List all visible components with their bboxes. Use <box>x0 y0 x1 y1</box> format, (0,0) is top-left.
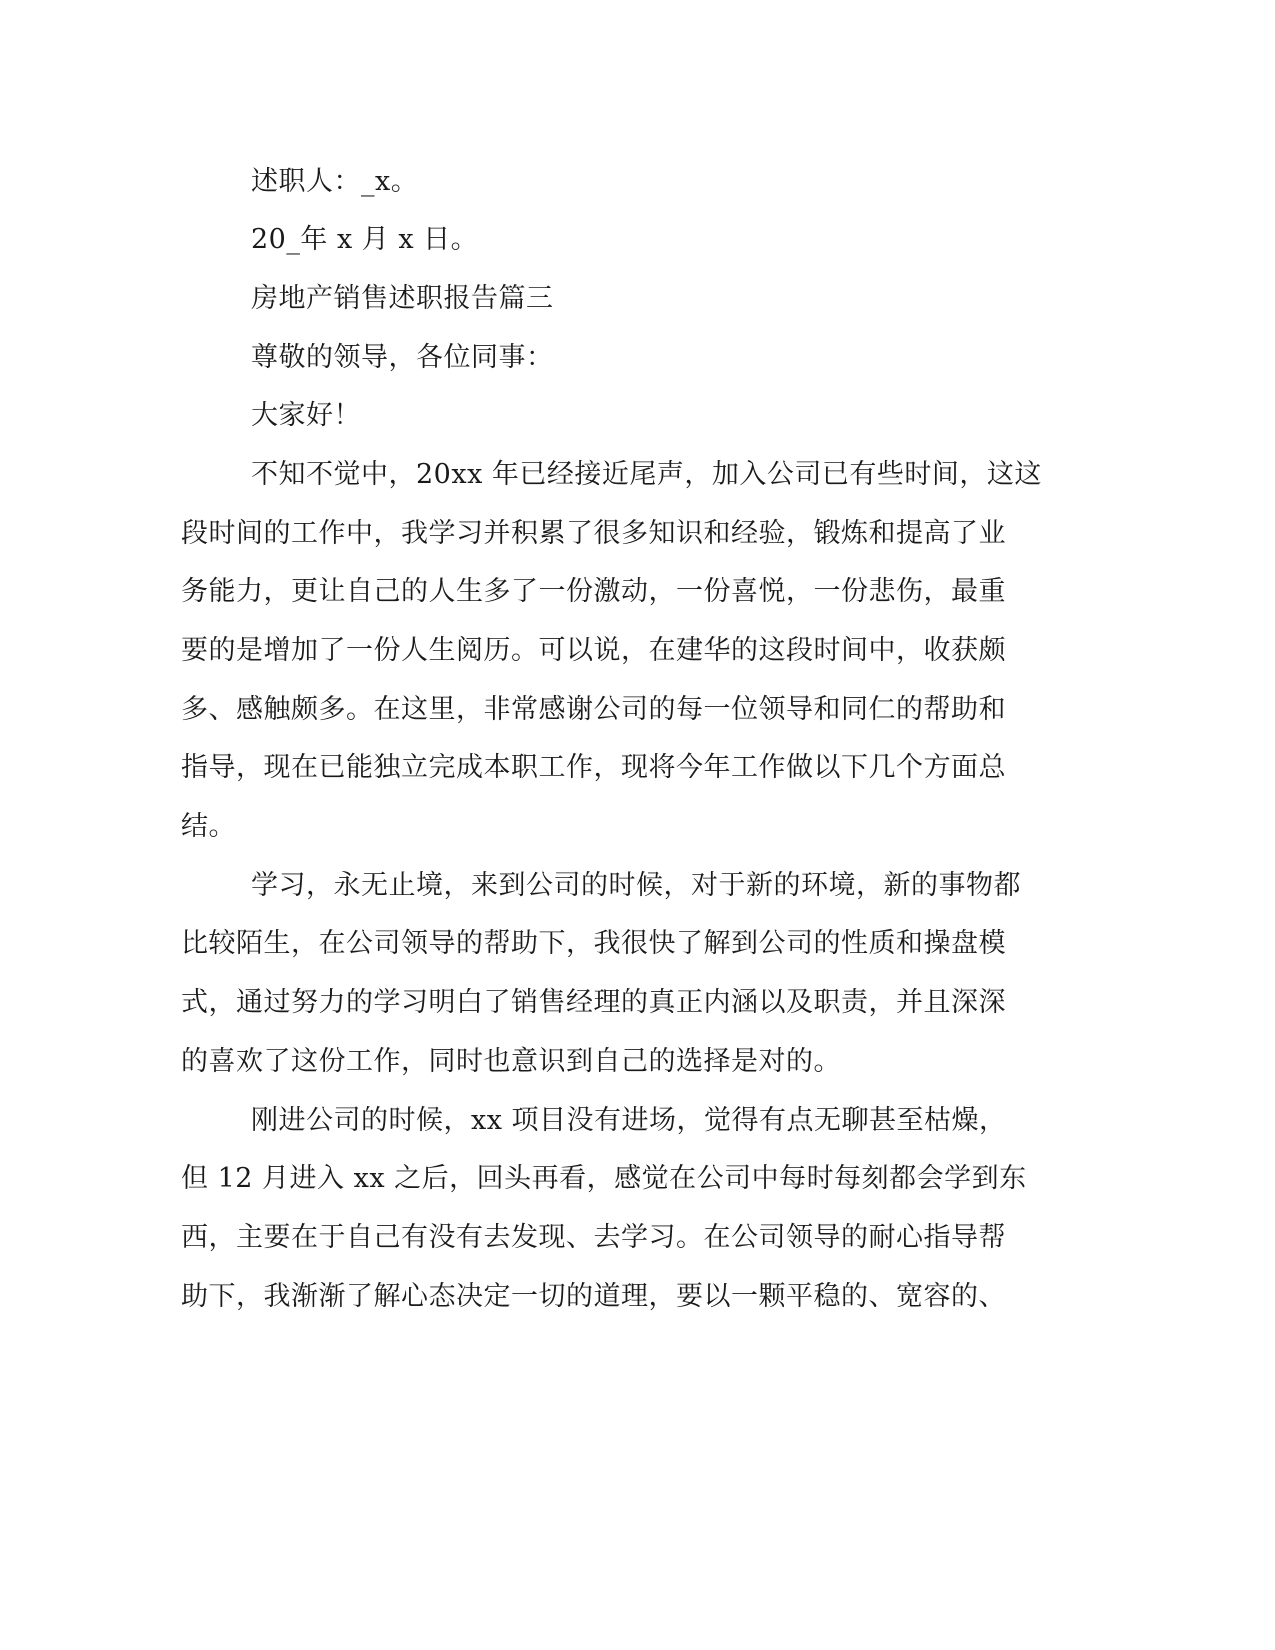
paragraph-line: 要的是增加了一份人生阅历。可以说，在建华的这段时间中，收获颇 <box>181 635 1006 666</box>
paragraph-line: 西，主要在于自己有没有去发现、去学习。在公司领导的耐心指导帮 <box>181 1222 1006 1253</box>
paragraph-line: 指导，现在已能独立完成本职工作，现将今年工作做以下几个方面总 <box>181 752 1006 783</box>
paragraph-line: 多、感触颇多。在这里，非常感谢公司的每一位领导和同仁的帮助和 <box>181 694 1006 725</box>
salutation: 尊敬的领导，各位同事： <box>251 342 554 373</box>
greeting: 大家好！ <box>251 400 361 431</box>
signature-line: 述职人：_x。 <box>251 166 419 197</box>
paragraph-line: 助下，我渐渐了解心态决定一切的道理，要以一颗平稳的、宽容的、 <box>181 1281 1006 1312</box>
paragraph-line: 段时间的工作中，我学习并积累了很多知识和经验，锻炼和提高了业 <box>181 518 1006 549</box>
document-title: 房地产销售述职报告篇三 <box>251 283 554 314</box>
paragraph-line: 刚进公司的时候，xx 项目没有进场，觉得有点无聊甚至枯燥， <box>251 1105 1007 1136</box>
paragraph-line: 的喜欢了这份工作，同时也意识到自己的选择是对的。 <box>181 1046 841 1077</box>
date-line: 20_年 x 月 x 日。 <box>251 224 479 255</box>
paragraph-line: 结。 <box>181 811 236 842</box>
paragraph-line: 务能力，更让自己的人生多了一份激动，一份喜悦，一份悲伤，最重 <box>181 576 1006 607</box>
paragraph-line: 式，通过努力的学习明白了销售经理的真正内涵以及职责，并且深深 <box>181 987 1006 1018</box>
paragraph-line: 学习，永无止境，来到公司的时候，对于新的环境，新的事物都 <box>251 870 1021 901</box>
paragraph-line: 但 12 月进入 xx 之后，回头再看，感觉在公司中每时每刻都会学到东 <box>181 1163 1027 1194</box>
paragraph-line: 比较陌生，在公司领导的帮助下，我很快了解到公司的性质和操盘模 <box>181 928 1006 959</box>
paragraph-line: 不知不觉中，20xx 年已经接近尾声，加入公司已有些时间，这这 <box>251 459 1042 490</box>
